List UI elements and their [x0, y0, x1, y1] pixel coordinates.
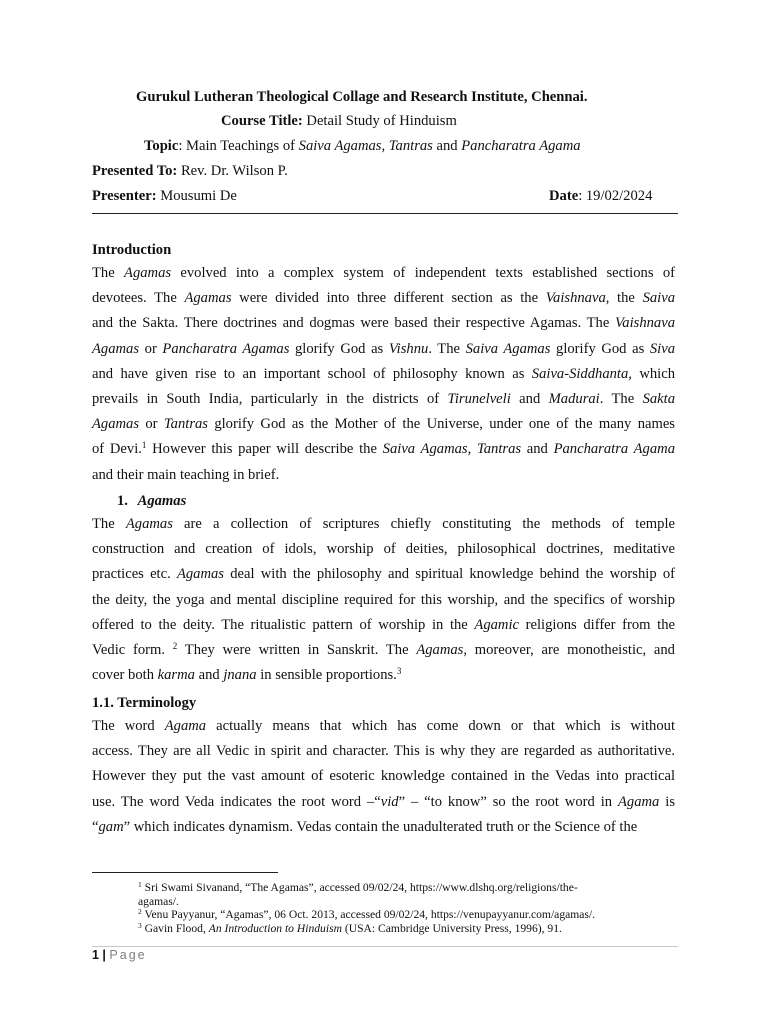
italic-text: Tantras — [163, 416, 208, 433]
terminology-paragraph — [92, 714, 675, 840]
page-separator: | — [98, 948, 110, 962]
italic-text: Pancharatra Agamas — [162, 340, 290, 357]
footnote-marker: 1 — [138, 880, 142, 889]
text-line — [92, 764, 675, 789]
italic-text: Agamas — [125, 516, 173, 532]
date-value: : 19/02/2024 — [578, 188, 653, 204]
text-run: ” – “to know” so the root word in — [398, 793, 618, 810]
footer-divider — [92, 946, 678, 947]
italic-text: Saiva Agamas — [465, 340, 551, 357]
text-run: glorify God as — [550, 340, 650, 357]
text-run: and — [194, 667, 224, 684]
page-footer — [92, 948, 147, 962]
text-run: devotees. The — [92, 290, 185, 307]
italic-text: Vaishnava — [615, 315, 675, 332]
italic-text: Agama — [164, 718, 207, 734]
text-run: glorify God as the Mother of the Universe, under one of the many names — [207, 416, 675, 433]
presenter-line — [92, 187, 237, 205]
text-run: use. The word Veda indicates the root word –“ — [92, 793, 381, 810]
italic-text: Agamas — [124, 265, 172, 281]
presented-to-value: Rev. Dr. Wilson P. — [180, 163, 288, 179]
introduction-heading: Introduction — [92, 242, 172, 258]
footnote-line — [138, 895, 179, 909]
text-line — [92, 613, 675, 638]
section-1-heading — [117, 492, 186, 510]
italic-text: jnana — [223, 667, 257, 684]
text-run: glorify God as — [289, 340, 389, 357]
text-run: religions differ from the — [519, 616, 675, 633]
text-run: practices etc. — [92, 566, 177, 583]
text-run: and their main teaching in brief. — [92, 466, 280, 483]
footnote-marker: 2 — [138, 907, 142, 916]
page-label: Page — [109, 948, 147, 962]
text-line — [92, 512, 675, 537]
text-run: is — [659, 793, 675, 810]
introduction-paragraph — [92, 261, 675, 488]
text-run: prevails in South India, particularly in the districts of — [92, 390, 448, 407]
text-run: and — [521, 441, 554, 458]
italic-text: Vishnu — [388, 340, 429, 357]
text-run: and the Sakta. There doctrines and dogmas were based their respective Agamas. The — [92, 315, 615, 332]
terminology-heading: 1.1. Terminology — [92, 695, 197, 711]
text-run: ” which indicates dynamism. Vedas contain the unadulterated truth or the Science of the — [123, 818, 638, 835]
presented-to-line — [92, 162, 288, 180]
text-run: deal with the philosophy and spiritual knowledge behind the worship of — [223, 566, 675, 583]
text-line — [92, 463, 675, 488]
text-line — [92, 387, 675, 412]
topic-line — [144, 137, 581, 155]
text-line — [92, 337, 675, 362]
text-run: actually means that which has come down or that which is without — [206, 718, 675, 734]
italic-text: Sakta — [642, 390, 676, 407]
text-run: were divided into three different section as the — [231, 290, 546, 307]
text-run: , moreover, are monotheistic, and — [463, 641, 675, 658]
text-line — [92, 588, 675, 613]
italic-text: Saiva-Siddhanta — [531, 365, 629, 382]
section-1-number: 1. — [117, 493, 128, 509]
italic-text: gam — [98, 818, 124, 835]
footnote-marker: 3 — [138, 921, 142, 930]
text-run: The — [92, 265, 125, 281]
text-line — [92, 311, 675, 336]
text-run: or — [139, 416, 164, 433]
italic-text: Agama — [617, 793, 660, 810]
footnote-line — [138, 922, 562, 936]
text-run: Gavin Flood, — [141, 922, 209, 935]
italic-text: Agamas — [92, 416, 140, 433]
text-line — [92, 663, 675, 688]
italic-text: Agamas — [92, 340, 140, 357]
footnote-separator — [92, 872, 278, 873]
text-run: and have given rise to an important school of philosophy known as — [92, 365, 532, 382]
topic-and: and — [432, 138, 462, 154]
italic-text: Agamas — [416, 641, 464, 658]
text-run: , which — [628, 365, 675, 382]
date-line — [549, 187, 652, 205]
text-run: the deity, the yoga and mental discipline required for this worship, and the specifics of worship — [92, 591, 675, 608]
text-run: They were written in Sanskrit. The — [177, 641, 417, 658]
text-line — [92, 437, 675, 462]
presenter-value: Mousumi De — [160, 188, 237, 204]
italic-text: Tirunelveli — [447, 390, 511, 407]
text-run: Vedic form. — [92, 641, 173, 658]
text-run: , the — [605, 290, 643, 307]
text-line — [92, 815, 675, 840]
topic-italic-2: Pancharatra Agama — [461, 138, 581, 154]
presenter-label: Presenter: — [92, 188, 157, 204]
text-run: or — [139, 340, 163, 357]
text-run: The word — [92, 718, 165, 734]
text-run: evolved into a complex system of independent texts established sections of — [171, 265, 675, 281]
italic-text: Vaishnava — [545, 290, 606, 307]
italic-text: Madurai — [548, 390, 600, 407]
text-run: . The — [428, 340, 466, 357]
italic-text: Saiva Agamas, Tantras — [382, 441, 522, 458]
italic-text: Siva — [649, 340, 675, 357]
text-run: construction and creation of idols, worship of deities, philosophical doctrines, meditative — [92, 541, 675, 558]
text-line — [92, 790, 675, 815]
text-run: in sensible proportions. — [256, 667, 397, 684]
text-run: offered to the deity. The ritualistic pattern of worship in the — [92, 616, 475, 633]
footnote-line — [138, 881, 578, 895]
header-divider — [92, 213, 678, 214]
italic-text: Pancharatra Agama — [553, 441, 675, 458]
footnote-line — [138, 908, 595, 922]
course-title-line — [221, 112, 457, 130]
italic-text: karma — [157, 667, 195, 684]
text-run: . The — [599, 390, 643, 407]
topic-sep: : Main Teachings of — [178, 138, 299, 154]
course-title-label: Course Title: — [221, 113, 303, 129]
text-line — [92, 286, 675, 311]
footnote-marker: 3 — [396, 666, 402, 677]
topic-italic-1: Saiva Agamas, Tantras — [298, 138, 433, 154]
text-run: are a collection of scriptures chiefly constituting the methods of temple — [172, 516, 675, 532]
text-line — [92, 638, 675, 663]
course-title-value: Detail Study of Hinduism — [306, 113, 457, 129]
text-line — [92, 562, 675, 587]
text-line — [92, 739, 675, 764]
italic-text: An Introduction to Hinduism — [208, 922, 342, 935]
text-run: cover both — [92, 667, 158, 684]
institution-title: Gurukul Lutheran Theological Collage and Research Institute, Chennai. — [136, 89, 588, 105]
footnote-marker: 1 — [141, 440, 147, 451]
page-number: 1 — [92, 948, 99, 962]
text-run: Venu Payyanur, “Agamas”, 06 Oct. 2013, accessed 09/02/24, https://venupayyanur.com/agamas/. — [141, 908, 596, 921]
text-line — [92, 261, 675, 286]
text-run: access. They are all Vedic in spirit and character. This is why they are regarded as authoritative. — [92, 743, 675, 760]
text-run: and — [510, 390, 549, 407]
presented-to-label: Presented To: — [92, 163, 178, 179]
text-run: Sri Swami Sivanand, “The Agamas”, accessed 09/02/24, https://www.dlshq.org/religions/the- — [141, 881, 578, 894]
italic-text: Agamas — [176, 566, 224, 583]
text-run: of Devi. — [92, 441, 142, 458]
italic-text: Agamas — [184, 290, 232, 307]
text-run: (USA: Cambridge University Press, 1996), 91. — [341, 922, 562, 935]
text-line — [92, 362, 675, 387]
footnote-marker: 2 — [172, 640, 178, 651]
text-run: agamas/. — [138, 895, 179, 908]
agamas-paragraph — [92, 512, 675, 688]
section-1-title: Agamas — [137, 493, 187, 509]
text-run: The — [92, 516, 126, 532]
text-run: “ — [92, 818, 99, 835]
text-run: However they put the vast amount of esoteric knowledge contained in the Vedas into practical — [92, 768, 675, 785]
topic-label: Topic — [144, 138, 179, 154]
italic-text: Agamic — [474, 616, 520, 633]
text-line — [92, 714, 675, 739]
text-run: However this paper will describe the — [146, 441, 383, 458]
date-label: Date — [549, 188, 579, 204]
text-line — [92, 412, 675, 437]
italic-text: vid — [380, 793, 399, 810]
italic-text: Saiva — [642, 290, 675, 307]
text-line — [92, 537, 675, 562]
